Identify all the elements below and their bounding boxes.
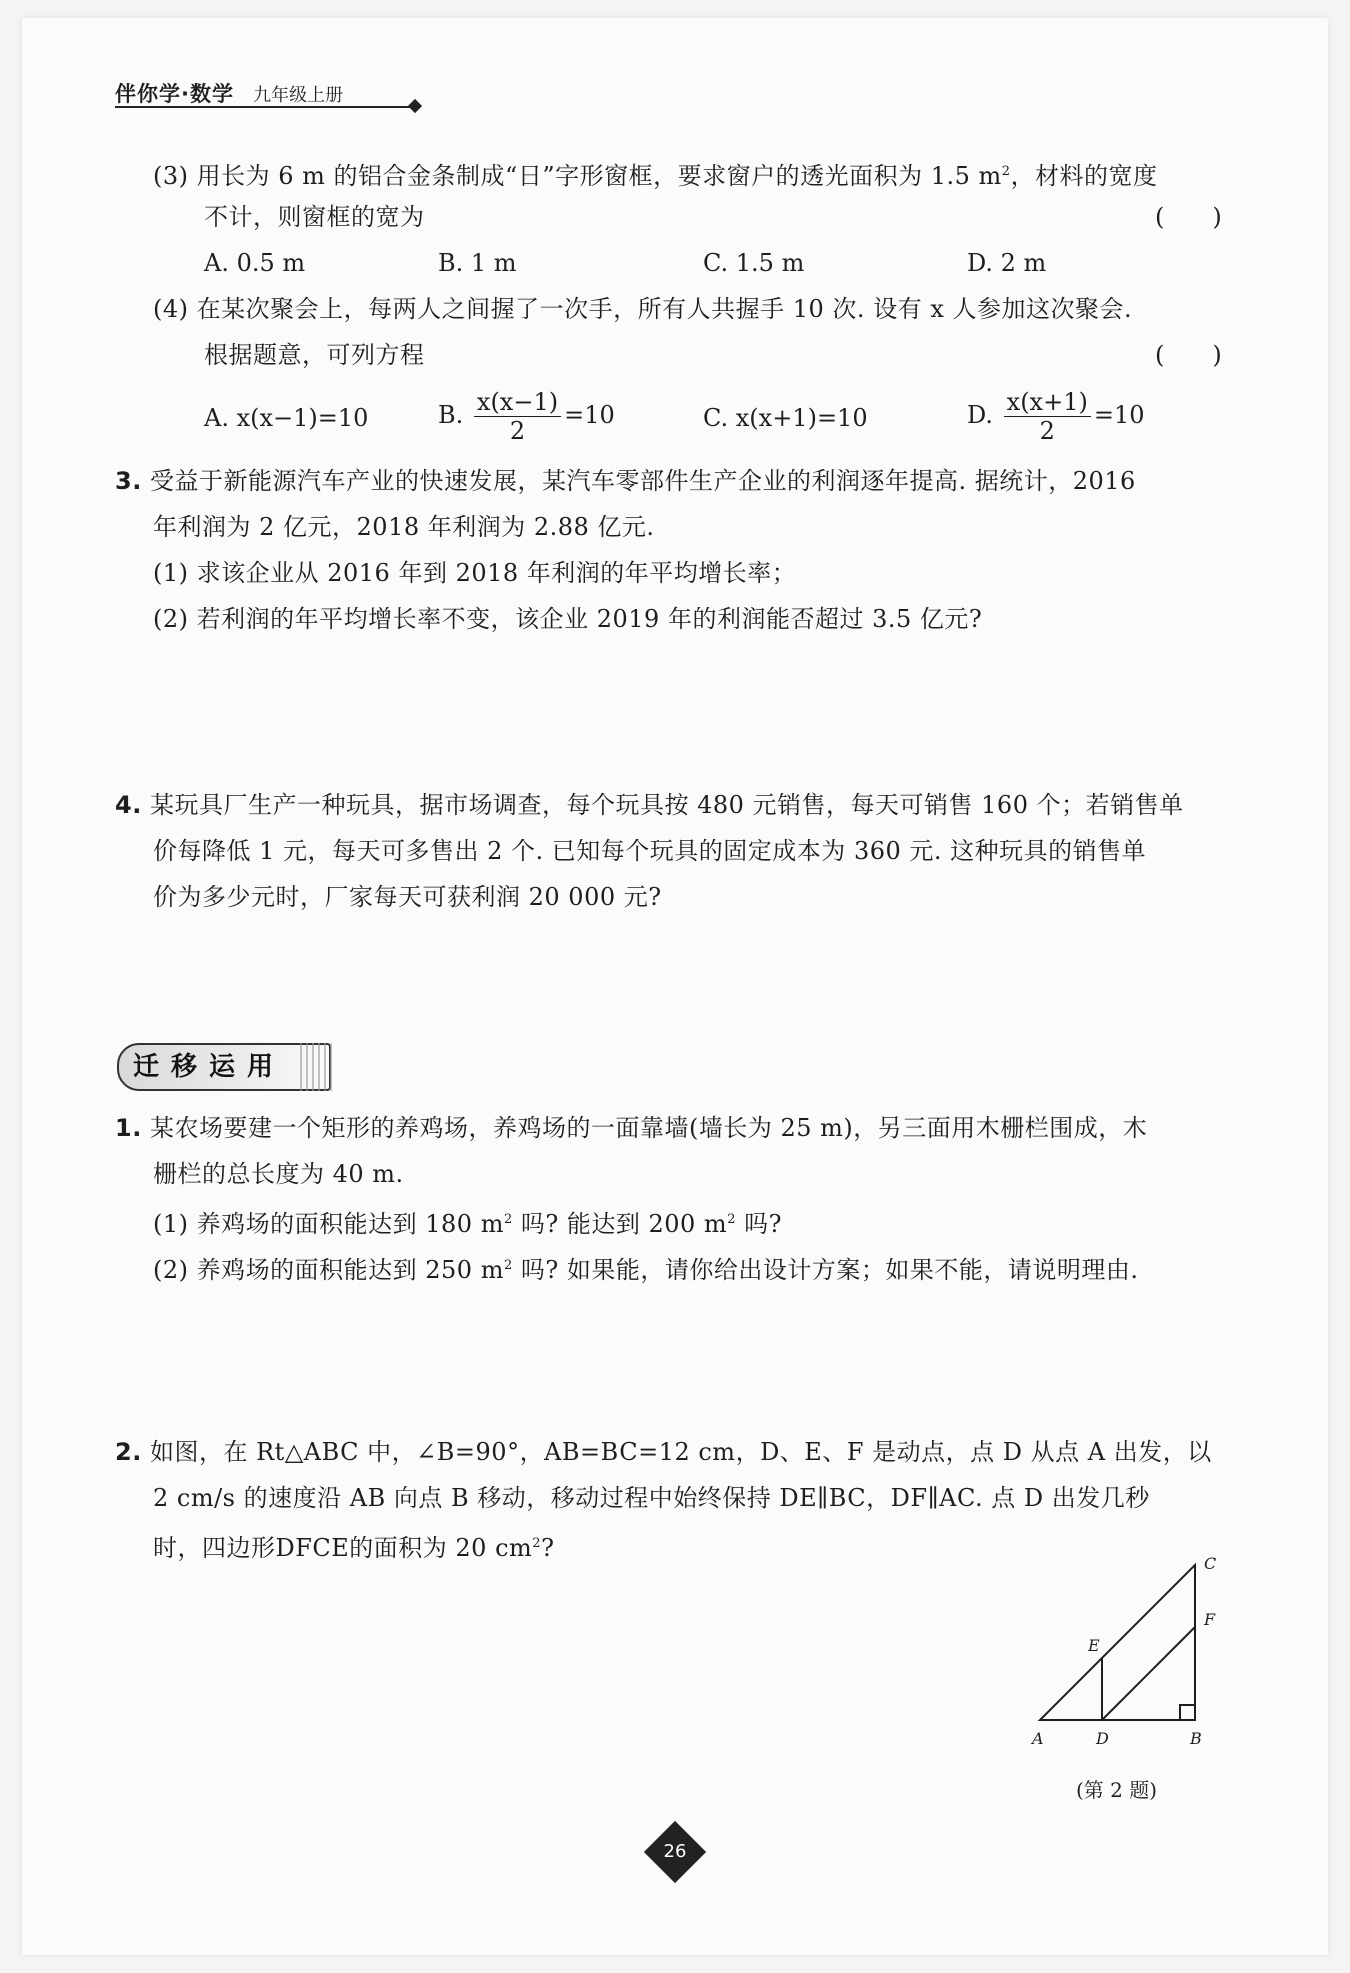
triangle-abc: [1040, 1565, 1195, 1720]
book-title: 伴你学·数学: [115, 82, 234, 106]
figure-caption: (第 2 题): [1076, 1778, 1158, 1802]
choice-c: C. 1.5 m: [703, 249, 805, 277]
running-header: [115, 78, 415, 108]
label-a: A: [1032, 1729, 1044, 1748]
q4-line1: 4. 某玩具厂生产一种玩具，据市场调查，每个玩具按 480 元销售，每天可销售 160 个；若销售单: [115, 791, 1184, 819]
choice-c: C. x(x+1)=10: [703, 404, 868, 432]
label-d: D: [1096, 1729, 1109, 1748]
t2-line1: 2. 如图，在 Rt△ABC 中，∠B=90°，AB=BC=12 cm，D、E、F 是动点，点 D 从点 A 出发，以: [115, 1438, 1212, 1466]
triangle-figure: [1030, 1555, 1240, 1755]
q4-line2: 价每降低 1 元，每天可多售出 2 个. 已知每个玩具的固定成本为 360 元. 这种玩具的销售单: [153, 837, 1147, 865]
q2-4-line1: (4) 在某次聚会上，每两人之间握了一次手，所有人共握手 10 次. 设有 x 人参加这次聚会.: [153, 295, 1133, 323]
choice-d: D. $\frac{x(x+1)}{2}$ =10: [967, 388, 1145, 445]
choice-b: B. 1 m: [438, 249, 517, 277]
q3-sub1: (1) 求该企业从 2016 年到 2018 年利润的年平均增长率；: [153, 559, 797, 587]
right-angle-mark: [1180, 1705, 1195, 1720]
section-title-badge: 迁移运用: [117, 1043, 331, 1091]
fraction: $\frac{x(x+1)}{2}$: [1004, 388, 1091, 445]
answer-blank: ( ): [1155, 341, 1222, 369]
choice-a: A. x(x−1)=10: [204, 404, 369, 432]
q4-line3: 价为多少元时，厂家每天可获利润 20 000 元?: [153, 883, 662, 911]
q2-3-line2: 不计，则窗框的宽为: [204, 203, 425, 231]
choice-b: B. $\frac{x(x-1)}{2}$ =10: [438, 388, 615, 445]
header-rule: [115, 106, 415, 108]
t2-line3: 时，四边形DFCE的面积为 20 $cm^2$?: [153, 1534, 555, 1562]
label-b: B: [1190, 1729, 1202, 1748]
label-c: C: [1204, 1555, 1217, 1573]
grade-label: 九年级上册: [253, 85, 344, 106]
label-e: E: [1088, 1636, 1100, 1655]
t1-line2: 栅栏的总长度为 40 m.: [153, 1160, 404, 1188]
q3-line1: 3. 受益于新能源汽车产业的快速发展，某汽车零部件生产企业的利润逐年提高. 据统计，2016: [115, 467, 1136, 495]
q2-4-line2: 根据题意，可列方程: [204, 341, 425, 369]
segment-df: [1102, 1627, 1195, 1720]
fraction: $\frac{x(x-1)}{2}$: [474, 388, 561, 445]
q2-3-line1: (3) 用长为 6 m 的铝合金条制成“日”字形窗框，要求窗户的透光面积为 1.5 $m^2$，材料的宽度: [153, 162, 1158, 190]
q3-line2: 年利润为 2 亿元，2018 年利润为 2.88 亿元.: [153, 513, 655, 541]
choice-a: A. 0.5 m: [204, 249, 306, 277]
label-f: F: [1204, 1610, 1216, 1629]
t1-line1: 1. 某农场要建一个矩形的养鸡场，养鸡场的一面靠墙(墙长为 25 m)，另三面用木栅栏围成，木: [115, 1114, 1148, 1142]
answer-blank: ( ): [1155, 203, 1222, 231]
t1-sub2: (2) 养鸡场的面积能达到 250 $m^2$ 吗? 如果能，请你给出设计方案；如果不能，请说明理由.: [153, 1256, 1139, 1284]
t1-sub1: (1) 养鸡场的面积能达到 180 $m^2$ 吗? 能达到 200 $m^2$ 吗?: [153, 1210, 782, 1238]
t2-line2: 2 cm/s 的速度沿 AB 向点 B 移动，移动过程中始终保持 DE∥BC，DF∥AC. 点 D 出发几秒: [153, 1484, 1150, 1512]
page-number: 26: [663, 1841, 687, 1862]
badge-decoration: [300, 1043, 334, 1091]
q3-sub2: (2) 若利润的年平均增长率不变，该企业 2019 年的利润能否超过 3.5 亿元?: [153, 605, 983, 633]
choice-d: D. 2 m: [967, 249, 1047, 277]
